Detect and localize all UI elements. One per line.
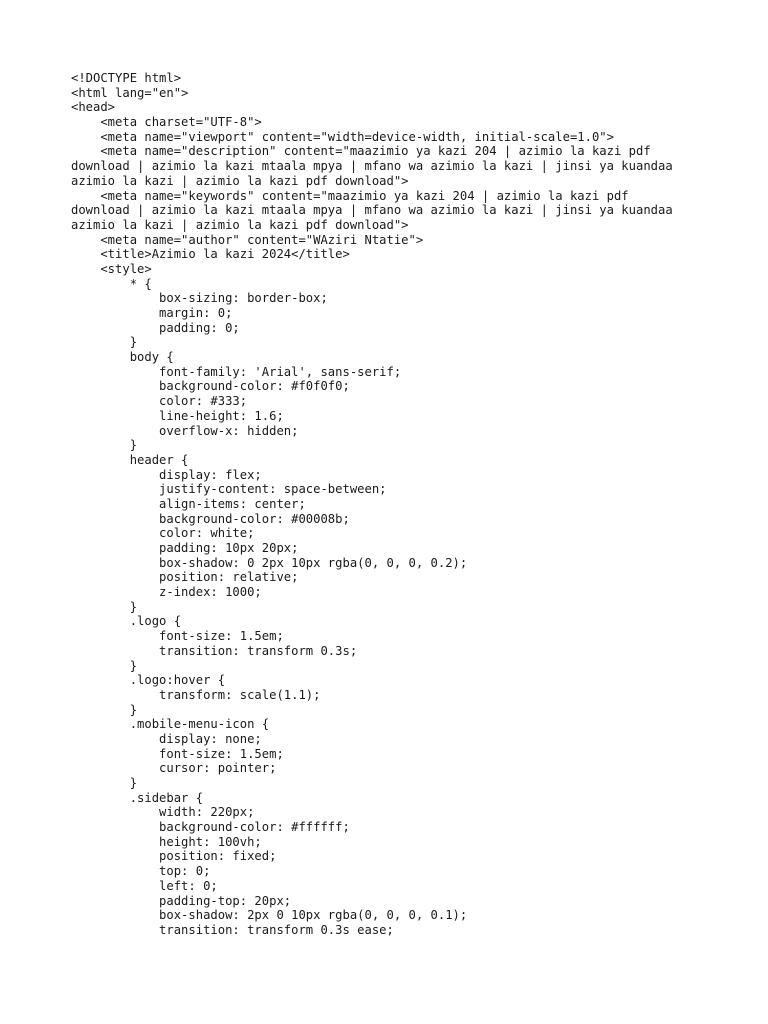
code-line: cursor: pointer;	[71, 761, 277, 776]
code-line: box-sizing: border-box;	[71, 291, 328, 306]
code-line: <html lang="en">	[71, 85, 189, 100]
code-line: justify-content: space-between;	[71, 482, 387, 497]
code-line: line-height: 1.6;	[71, 408, 284, 423]
code-line: color: white;	[71, 526, 255, 541]
code-line: box-shadow: 0 2px 10px rgba(0, 0, 0, 0.2);	[71, 555, 468, 570]
code-block	[71, 71, 751, 938]
code-line: header {	[71, 452, 189, 467]
code-line: <meta name="keywords" content="maazimio ya kazi 204 | azimio la kazi pdf	[71, 188, 629, 203]
code-line: <meta name="viewport" content="width=device-width, initial-scale=1.0">	[71, 129, 614, 144]
code-line: <!DOCTYPE html>	[71, 71, 182, 85]
code-line: align-items: center;	[71, 496, 306, 511]
code-line: download | azimio la kazi mtaala mpya | mfano wa azimio la kazi | jinsi ya kuandaa	[71, 203, 673, 218]
code-line: azimio la kazi | azimio la kazi pdf download">	[71, 217, 409, 232]
code-line: }	[71, 599, 138, 614]
code-line: <meta name="author" content="WAziri Ntatie">	[71, 232, 424, 247]
code-line: width: 220px;	[71, 805, 255, 820]
code-line: }	[71, 658, 138, 673]
code-line: .mobile-menu-icon {	[71, 717, 270, 732]
code-line: height: 100vh;	[71, 834, 262, 849]
code-line: font-size: 1.5em;	[71, 746, 284, 761]
code-line: z-index: 1000;	[71, 585, 262, 600]
code-line: }	[71, 335, 138, 350]
code-line: body {	[71, 350, 174, 365]
code-line: overflow-x: hidden;	[71, 423, 299, 438]
code-line: padding-top: 20px;	[71, 893, 292, 908]
code-line: azimio la kazi | azimio la kazi pdf download">	[71, 173, 409, 188]
code-line: top: 0;	[71, 864, 211, 879]
code-line: transform: scale(1.1);	[71, 687, 321, 702]
code-line: display: flex;	[71, 467, 262, 482]
code-line: <style>	[71, 261, 152, 276]
code-line: position: relative;	[71, 570, 299, 585]
code-line: padding: 0;	[71, 320, 240, 335]
code-line: transition: transform 0.3s ease;	[71, 922, 394, 937]
code-line: position: fixed;	[71, 849, 277, 864]
code-line: display: none;	[71, 731, 262, 746]
code-line: box-shadow: 2px 0 10px rgba(0, 0, 0, 0.1);	[71, 908, 468, 923]
code-line: download | azimio la kazi mtaala mpya | mfano wa azimio la kazi | jinsi ya kuandaa	[71, 159, 673, 174]
code-line: .logo:hover {	[71, 673, 226, 688]
code-line: background-color: #ffffff;	[71, 820, 350, 835]
code-line: font-family: 'Arial', sans-serif;	[71, 364, 402, 379]
code-line: transition: transform 0.3s;	[71, 643, 358, 658]
code-line: * {	[71, 276, 152, 291]
code-line: left: 0;	[71, 878, 218, 893]
code-line: <meta name="description" content="maazimio ya kazi 204 | azimio la kazi pdf	[71, 144, 651, 159]
code-line: .logo {	[71, 614, 182, 629]
code-line: color: #333;	[71, 394, 248, 409]
code-line: <meta charset="UTF-8">	[71, 115, 262, 130]
code-line: <head>	[71, 100, 116, 115]
code-line: }	[71, 438, 138, 453]
code-line: }	[71, 776, 138, 790]
code-line: <title>Azimio la kazi 2024</title>	[71, 247, 350, 262]
code-line: background-color: #00008b;	[71, 511, 350, 526]
code-line: }	[71, 702, 138, 717]
code-line: background-color: #f0f0f0;	[71, 379, 350, 394]
code-line: font-size: 1.5em;	[71, 629, 284, 644]
code-line: .sidebar {	[71, 790, 204, 805]
code-line: margin: 0;	[71, 306, 233, 320]
code-line: padding: 10px 20px;	[71, 541, 299, 555]
